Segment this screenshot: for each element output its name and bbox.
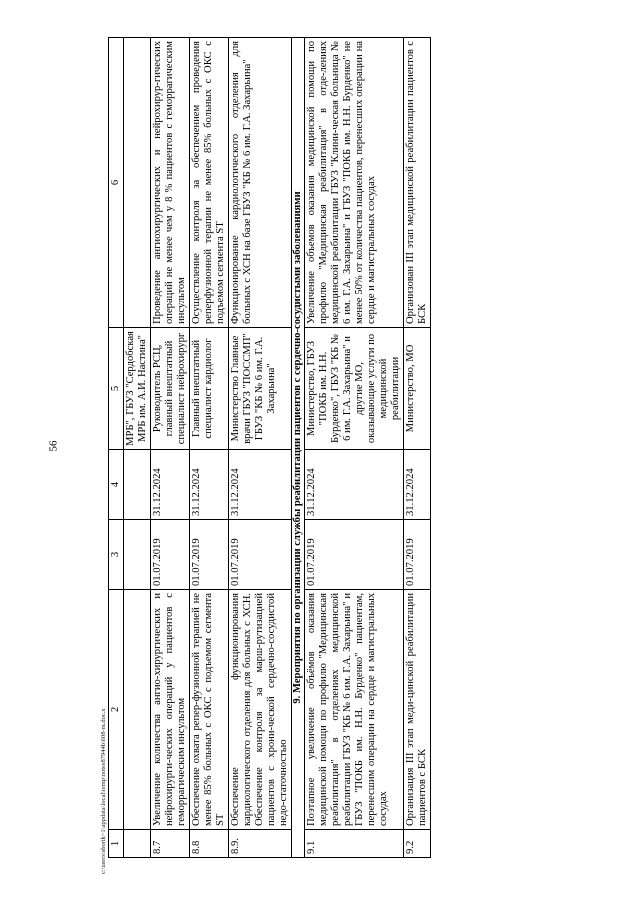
cell-num: 8.7	[151, 830, 190, 858]
cell-start-date: 01.07.2019	[151, 520, 190, 590]
cell-result: Функционирование кардиологического отделения для больных с ХСН на базе ГБУЗ "КБ № 6 им. Г.А. Захарьина"	[229, 38, 292, 328]
cell-activity: Организация III этап меди-цинской реабилитации пациентов с БСК	[404, 590, 431, 830]
table-row-9-1	[305, 38, 404, 858]
cell-activity: Обеспечение функционирования кардиологического отделения для больных с ХСН. Обеспечение контроля за марш-рутизацией пациентов с хрони-ческой сердечно-сосудистой недо-статочностью	[229, 590, 292, 830]
cell-end-date: 31.12.2024	[190, 450, 229, 520]
cell-start-date	[124, 520, 151, 590]
page-number: 56	[47, 440, 60, 452]
cell-start-date: 01.07.2019	[305, 520, 404, 590]
cell-responsible: Главный внештатный специалист кардиолог	[190, 328, 229, 450]
col-number-6: 6	[109, 38, 124, 328]
section-heading-row	[292, 38, 305, 858]
cell-end-date: 31.12.2024	[404, 450, 431, 520]
cell-result: Проведение ангиохирургических и нейрохирур-гических операций не менее чем у 8 % пациентов с геморрагическим инсультом	[151, 38, 190, 328]
footer-file-path: c:\users\sborik~1\appdata\local\temp\notes87944b\608-m.doc.x	[100, 708, 107, 874]
cell-responsible: МРБ", ГБУЗ "Сердобская МРБ им. А.И. Настина"	[124, 328, 151, 450]
cell-responsible: Руководитель РСЦ, главный внештатный специалист нейрохирург	[151, 328, 190, 450]
table-row-8-8	[190, 38, 229, 858]
column-number-row	[109, 38, 124, 858]
cell-num: 8.9.	[229, 830, 292, 858]
cell-activity: Поэтапное увеличение объёмов оказания медицинской помощи по профилю "Медицинская реабилитация" в отделениях медицинской реабилитации ГБУЗ "КБ № 6 им. Г.А. Захарьина" и ГБУЗ "ПОКБ им. Н.Н. Бурденко" пациентам, перенесшим операции на сердце и магистральных сосудах	[305, 590, 404, 830]
cell-start-date: 01.07.2019	[229, 520, 292, 590]
cell-num: 8.8	[190, 830, 229, 858]
cell-result: Организован III этап медицинской реабилитации пациентов с БСК	[404, 38, 431, 328]
table-row-continuation	[124, 38, 151, 858]
cell-result: Увеличение объемов оказания медицинской помощи по профилю "Медицинская реабилитация" в отде-лениях медицинской реабилитации ГБУЗ "Клини-ческая больница № 6 им. Г.А. Захарьина" и ГБУЗ "ПОКБ им. Н.Н. Бурденко" не менее 50% от количества пациентов, перенесших операции на сердце и магистральных сосудах	[305, 38, 404, 328]
cell-activity	[124, 590, 151, 830]
cell-result: Осуществление контроля за обеспечением проведения реперфузионной терапии не менее 85% больных с ОКС с подъемом сегмента ST	[190, 38, 229, 328]
col-number-2: 2	[109, 590, 124, 830]
cell-result	[124, 38, 151, 328]
cell-num	[124, 830, 151, 858]
cell-start-date: 01.07.2019	[404, 520, 431, 590]
cell-activity: Обеспечение охвата репер-фузионной терапией не менее 85% больных с ОКС с подъемом сегмента ST	[190, 590, 229, 830]
cell-end-date: 31.12.2024	[151, 450, 190, 520]
col-number-3: 3	[109, 520, 124, 590]
cell-end-date: 31.12.2024	[305, 450, 404, 520]
activities-table	[108, 37, 431, 858]
col-number-4: 4	[109, 450, 124, 520]
table-row-8-7	[151, 38, 190, 858]
table-row-8-9	[229, 38, 292, 858]
cell-end-date: 31.12.2024	[229, 450, 292, 520]
col-number-1: 1	[109, 830, 124, 858]
cell-end-date	[124, 450, 151, 520]
cell-num: 9.1	[305, 830, 404, 858]
cell-activity: Увеличение количества ангио-хирургических и нейрохирурги-ческих операций у пациентов с геморрагическим инсультом	[151, 590, 190, 830]
col-number-5: 5	[109, 328, 124, 450]
cell-responsible: Министерство, МО	[404, 328, 431, 450]
cell-responsible: Министерство, ГБУЗ "ПОКБ им. Н.Н. Бурденко", ГБУЗ "КБ № 6 им. Г.А. Захарьина" и другие МО, оказывающие услуги по медицинской реабилитации	[305, 328, 404, 450]
cell-num: 9.2	[404, 830, 431, 858]
cell-start-date: 01.07.2019	[190, 520, 229, 590]
section-title: 9. Мероприятия по организации службы реабилитации пациентов с сердечно-сосудистыми заболеваниями	[292, 38, 305, 858]
table-row-9-2	[404, 38, 431, 858]
rotated-table-container	[108, 38, 608, 858]
cell-responsible: Министерство Главные врачи ГБУЗ "ПОССМП" ГБУЗ "КБ № 6 им. Г.А. Захарьина"	[229, 328, 292, 450]
